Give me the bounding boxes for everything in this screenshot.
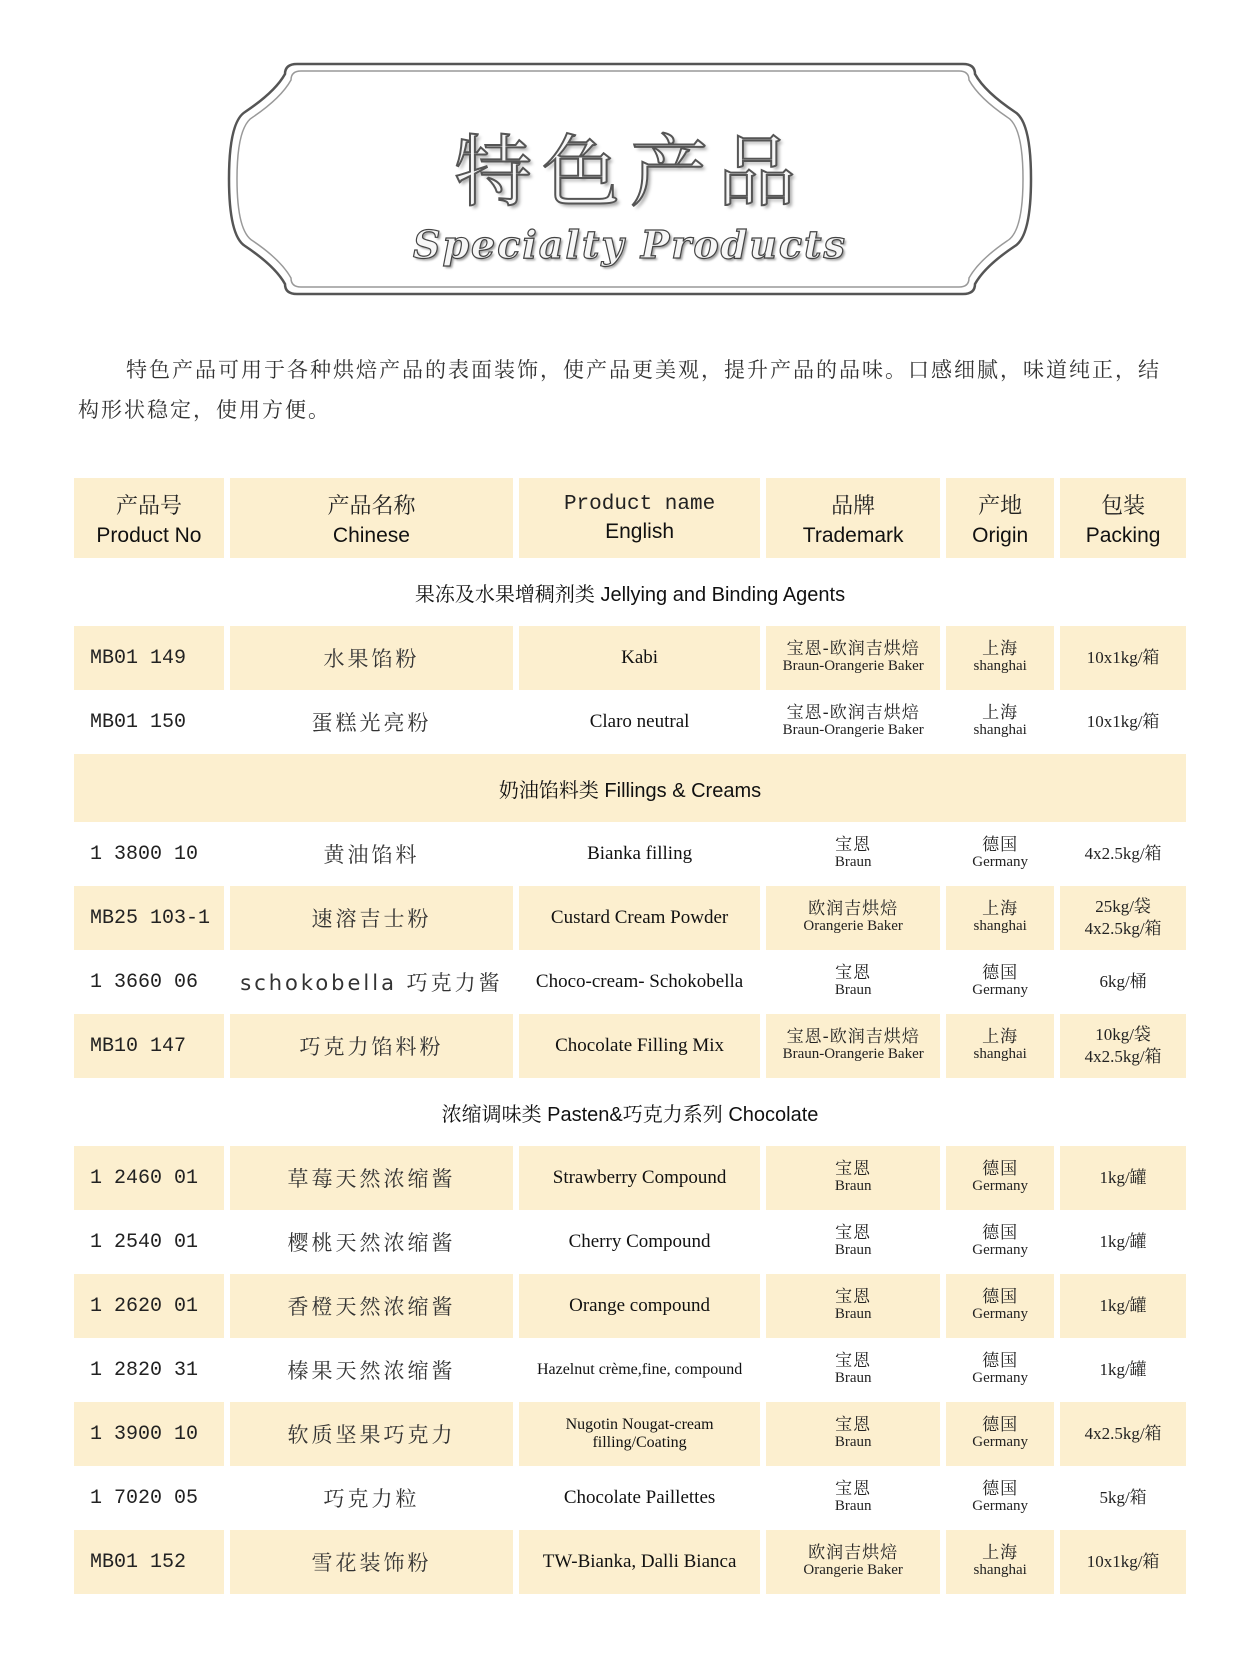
trademark-cn: 欧润吉烘焙 xyxy=(808,1543,899,1564)
origin-cn: 上海 xyxy=(982,639,1019,660)
product-no-cell: MB10 147 xyxy=(74,1014,224,1078)
packing-line: 4x2.5kg/箱 xyxy=(1084,843,1162,863)
packing-cell xyxy=(1060,690,1186,754)
col-header-chinese-name: 产品名称 Chinese xyxy=(230,478,513,558)
packing-cell xyxy=(1060,1210,1186,1274)
table-row xyxy=(74,626,1186,690)
product-no-cell: 1 2460 01 xyxy=(74,1146,224,1210)
chinese-name-cell: 速溶吉士粉 xyxy=(230,886,513,950)
english-name-cell: Choco-cream- Schokobella xyxy=(535,971,744,992)
packing-line: 10x1kg/箱 xyxy=(1086,1551,1160,1571)
trademark-cn: 宝恩 xyxy=(835,963,872,984)
packing-cell xyxy=(1060,1338,1186,1402)
product-no-cell: MB01 150 xyxy=(90,710,187,734)
product-no-cell: 1 2620 01 xyxy=(74,1274,224,1338)
packing-cell xyxy=(1060,886,1186,950)
trademark-cell xyxy=(766,1146,940,1210)
origin-en: shanghai xyxy=(973,722,1027,739)
packing-line: 25kg/袋 xyxy=(1095,896,1151,916)
trademark-cn: 宝恩 xyxy=(835,1415,872,1436)
category-row xyxy=(74,1078,1186,1146)
packing-cell xyxy=(1060,1530,1186,1594)
origin-en: Germany xyxy=(972,1242,1029,1259)
origin-cn: 上海 xyxy=(982,1027,1019,1048)
english-name-cell: Chocolate Filling Mix xyxy=(519,1014,760,1078)
origin-cn: 德国 xyxy=(982,1223,1019,1244)
packing-line: 10x1kg/箱 xyxy=(1086,647,1160,667)
chinese-name-cell: 黄油馅料 xyxy=(323,843,420,867)
origin-cell xyxy=(946,1210,1054,1274)
trademark-cn: 宝恩 xyxy=(835,835,872,856)
trademark-en: Braun-Orangerie Baker xyxy=(782,658,924,675)
packing-line: 1kg/罐 xyxy=(1099,1167,1147,1187)
packing-line: 4x2.5kg/箱 xyxy=(1084,1423,1162,1443)
trademark-cn: 宝恩 xyxy=(835,1351,872,1372)
origin-en: shanghai xyxy=(973,1562,1027,1579)
category-title: 奶油馅料类 Fillings & Creams xyxy=(74,754,1186,822)
packing-line: 6kg/桶 xyxy=(1099,971,1147,991)
english-name-cell: Kabi xyxy=(519,626,760,690)
english-name-cell: Nugotin Nougat-cream filling/Coating xyxy=(519,1402,760,1466)
trademark-cell xyxy=(766,1014,940,1078)
origin-cell xyxy=(946,1530,1054,1594)
table-row xyxy=(74,1402,1186,1466)
packing-line: 4x2.5kg/箱 xyxy=(1084,919,1162,938)
product-no-cell: 1 2820 31 xyxy=(90,1358,199,1382)
trademark-cell xyxy=(766,690,940,754)
origin-cn: 德国 xyxy=(982,1287,1019,1308)
category-row xyxy=(74,754,1186,822)
trademark-cell xyxy=(766,1466,940,1530)
origin-cell xyxy=(946,1146,1054,1210)
page-title-chinese: 特色产品 xyxy=(453,128,806,218)
packing-line: 4x2.5kg/箱 xyxy=(1084,1047,1162,1066)
table-header-row xyxy=(74,478,1186,558)
product-no-cell: 1 2540 01 xyxy=(90,1230,199,1254)
origin-cn: 上海 xyxy=(982,703,1019,724)
col-header-product-no: 产品号 Product No xyxy=(74,478,224,558)
origin-en: Germany xyxy=(972,1370,1029,1387)
table-row xyxy=(74,1274,1186,1338)
col-header-english-name: Product name English xyxy=(519,478,760,558)
english-name-cell: Chocolate Paillettes xyxy=(563,1487,716,1508)
origin-cell xyxy=(946,626,1054,690)
trademark-cn: 宝恩-欧润吉烘焙 xyxy=(786,639,920,660)
trademark-cn: 宝恩 xyxy=(835,1287,872,1308)
trademark-en: Braun xyxy=(834,1434,872,1451)
origin-cell xyxy=(946,1014,1054,1078)
trademark-en: Braun xyxy=(834,1178,872,1195)
packing-line: 10x1kg/箱 xyxy=(1086,711,1160,731)
origin-cn: 德国 xyxy=(982,835,1019,856)
packing-cell xyxy=(1060,1402,1186,1466)
origin-en: Germany xyxy=(972,1306,1029,1323)
origin-cell xyxy=(946,1466,1054,1530)
intro-paragraph: 特色产品可用于各种烘焙产品的表面装饰，使产品更美观，提升产品的品味。口感细腻，味道纯正，结构形状稳定，使用方便。 xyxy=(78,358,1161,422)
chinese-name-cell: 榛果天然浓缩酱 xyxy=(287,1359,456,1383)
chinese-name-cell: 蛋糕光亮粉 xyxy=(311,711,432,735)
trademark-cell xyxy=(766,1530,940,1594)
english-name-cell: Strawberry Compound xyxy=(519,1146,760,1210)
table-row xyxy=(74,886,1186,950)
origin-cn: 上海 xyxy=(982,1543,1019,1564)
product-no-cell: MB25 103-1 xyxy=(74,886,224,950)
trademark-en: Braun xyxy=(834,1242,872,1259)
origin-cell xyxy=(946,690,1054,754)
trademark-cn: 宝恩-欧润吉烘焙 xyxy=(786,703,920,724)
english-name-cell: Claro neutral xyxy=(589,711,690,732)
english-name-cell: Hazelnut crème,fine, compound xyxy=(536,1361,743,1378)
origin-cell xyxy=(946,886,1054,950)
chinese-name-cell: 巧克力馅料粉 xyxy=(230,1014,513,1078)
packing-cell xyxy=(1060,950,1186,1014)
trademark-cell xyxy=(766,1402,940,1466)
table-row xyxy=(74,1146,1186,1210)
trademark-cn: 宝恩 xyxy=(835,1223,872,1244)
origin-cell xyxy=(946,950,1054,1014)
trademark-cell xyxy=(766,1274,940,1338)
origin-en: shanghai xyxy=(973,1046,1027,1063)
origin-cell xyxy=(946,822,1054,886)
category-title: 浓缩调味类 Pasten&巧克力系列 Chocolate xyxy=(441,1103,819,1126)
trademark-en: Braun xyxy=(834,1370,872,1387)
products-table-body xyxy=(74,558,1186,1594)
origin-cell xyxy=(946,1402,1054,1466)
trademark-cell xyxy=(766,1338,940,1402)
table-row xyxy=(74,950,1186,1014)
table-row xyxy=(74,822,1186,886)
product-no-cell: MB01 149 xyxy=(74,626,224,690)
origin-en: Germany xyxy=(972,982,1029,999)
english-name-cell: Bianka filling xyxy=(587,843,693,864)
packing-cell xyxy=(1060,626,1186,690)
chinese-name-cell: 草莓天然浓缩酱 xyxy=(230,1146,513,1210)
trademark-cn: 欧润吉烘焙 xyxy=(808,899,899,920)
table-row xyxy=(74,1530,1186,1594)
category-row xyxy=(74,558,1186,626)
origin-en: shanghai xyxy=(973,658,1027,675)
packing-line: 10kg/袋 xyxy=(1095,1024,1151,1044)
product-no-cell: 1 3900 10 xyxy=(74,1402,224,1466)
packing-line: 5kg/箱 xyxy=(1099,1487,1147,1507)
origin-cell xyxy=(946,1338,1054,1402)
english-name-cell: Cherry Compound xyxy=(568,1231,711,1252)
chinese-name-cell: 樱桃天然浓缩酱 xyxy=(287,1231,456,1255)
packing-cell xyxy=(1060,1466,1186,1530)
trademark-en: Braun xyxy=(834,982,872,999)
product-no-cell: 1 7020 05 xyxy=(90,1486,199,1510)
trademark-cell xyxy=(766,822,940,886)
origin-en: shanghai xyxy=(973,918,1027,935)
trademark-cell xyxy=(766,886,940,950)
chinese-name-cell: 水果馅粉 xyxy=(230,626,513,690)
origin-en: Germany xyxy=(972,1178,1029,1195)
trademark-en: Braun xyxy=(834,1306,872,1323)
table-row xyxy=(74,1014,1186,1078)
products-table xyxy=(68,478,1192,1594)
trademark-en: Braun xyxy=(834,854,872,871)
origin-en: Germany xyxy=(972,854,1029,871)
trademark-en: Braun xyxy=(834,1498,872,1515)
packing-cell xyxy=(1060,1014,1186,1078)
trademark-cell xyxy=(766,1210,940,1274)
packing-line: 1kg/罐 xyxy=(1099,1231,1147,1251)
col-header-trademark: 品牌 Trademark xyxy=(766,478,940,558)
origin-cn: 德国 xyxy=(982,1479,1019,1500)
table-row xyxy=(74,1210,1186,1274)
product-no-cell: 1 3660 06 xyxy=(90,970,199,994)
packing-cell xyxy=(1060,1146,1186,1210)
english-name-cell: Custard Cream Powder xyxy=(519,886,760,950)
origin-cn: 上海 xyxy=(982,899,1019,920)
chinese-name-cell: schokobella 巧克力酱 xyxy=(240,971,503,995)
packing-line: 1kg/罐 xyxy=(1099,1295,1147,1315)
packing-cell xyxy=(1060,822,1186,886)
trademark-cn: 宝恩 xyxy=(835,1159,872,1180)
table-row xyxy=(74,1338,1186,1402)
origin-en: Germany xyxy=(972,1434,1029,1451)
chinese-name-cell: 软质坚果巧克力 xyxy=(230,1402,513,1466)
trademark-en: Orangerie Baker xyxy=(803,918,903,935)
origin-en: Germany xyxy=(972,1498,1029,1515)
english-name-cell: Orange compound xyxy=(519,1274,760,1338)
page-title-english: Specialty Products xyxy=(413,222,847,267)
col-header-origin: 产地 Origin xyxy=(946,478,1054,558)
trademark-cn: 宝恩-欧润吉烘焙 xyxy=(786,1027,920,1048)
trademark-en: Orangerie Baker xyxy=(803,1562,903,1579)
col-header-packing: 包装 Packing xyxy=(1060,478,1186,558)
packing-line: 1kg/罐 xyxy=(1099,1359,1147,1379)
chinese-name-cell: 巧克力粒 xyxy=(323,1487,420,1511)
category-title: 果冻及水果增稠剂类 Jellying and Binding Agents xyxy=(414,583,846,606)
product-no-cell: 1 3800 10 xyxy=(90,842,199,866)
trademark-cn: 宝恩 xyxy=(835,1479,872,1500)
trademark-en: Braun-Orangerie Baker xyxy=(782,722,924,739)
trademark-en: Braun-Orangerie Baker xyxy=(782,1046,924,1063)
product-no-cell: MB01 152 xyxy=(74,1530,224,1594)
table-row xyxy=(74,690,1186,754)
table-row xyxy=(74,1466,1186,1530)
origin-cn: 德国 xyxy=(982,1415,1019,1436)
packing-cell xyxy=(1060,1274,1186,1338)
origin-cn: 德国 xyxy=(982,1351,1019,1372)
trademark-cell xyxy=(766,626,940,690)
origin-cn: 德国 xyxy=(982,1159,1019,1180)
chinese-name-cell: 香橙天然浓缩酱 xyxy=(230,1274,513,1338)
english-name-cell: TW-Bianka, Dalli Bianca xyxy=(519,1530,760,1594)
origin-cell xyxy=(946,1274,1054,1338)
trademark-cell xyxy=(766,950,940,1014)
origin-cn: 德国 xyxy=(982,963,1019,984)
chinese-name-cell: 雪花装饰粉 xyxy=(230,1530,513,1594)
